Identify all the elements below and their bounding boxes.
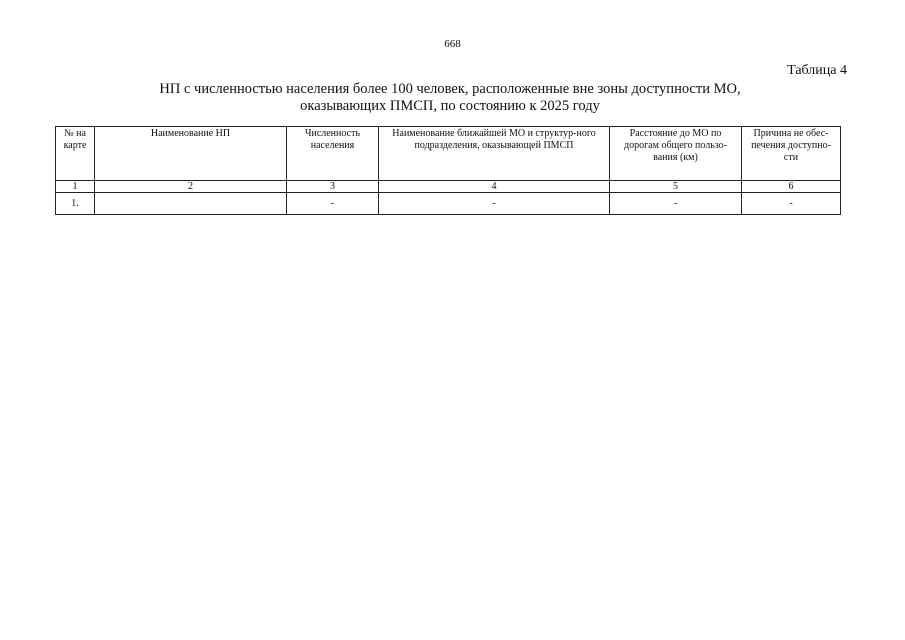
column-number: 1 <box>56 181 95 193</box>
header-settlement-name: Наименование НП <box>95 127 287 181</box>
header-map-number: № на карте <box>56 127 95 181</box>
table-cell <box>95 193 287 215</box>
column-number: 5 <box>610 181 742 193</box>
column-number: 2 <box>95 181 287 193</box>
document-title-line-1: НП с численностью населения более 100 человек, расположенные вне зоны доступности МО, <box>159 81 741 97</box>
header-distance: Расстояние до МО по дорогам общего пользо-вания (км) <box>610 127 742 181</box>
column-number: 4 <box>379 181 610 193</box>
table-cell: 1. <box>56 193 95 215</box>
document-title <box>100 81 800 115</box>
data-table <box>55 126 841 215</box>
header-population: Численность населения <box>287 127 379 181</box>
document-title-line-2: оказывающих ПМСП, по состоянию к 2025 году <box>300 98 600 114</box>
column-number: 6 <box>742 181 841 193</box>
table-label: Таблица 4 <box>787 63 847 78</box>
table-cell: - <box>287 193 379 215</box>
column-number: 3 <box>287 181 379 193</box>
header-nearest-medical-org: Наименование ближайшей МО и структур-ного подразделения, оказывающей ПМСП <box>379 127 610 181</box>
table-cell: - <box>742 193 841 215</box>
column-number-row <box>56 181 841 193</box>
table-row <box>56 193 841 215</box>
table-header-row <box>56 127 841 181</box>
header-reason: Причина не обес-печения доступно-сти <box>742 127 841 181</box>
table-cell: - <box>610 193 742 215</box>
page-number: 668 <box>444 38 461 50</box>
table-cell: - <box>379 193 610 215</box>
